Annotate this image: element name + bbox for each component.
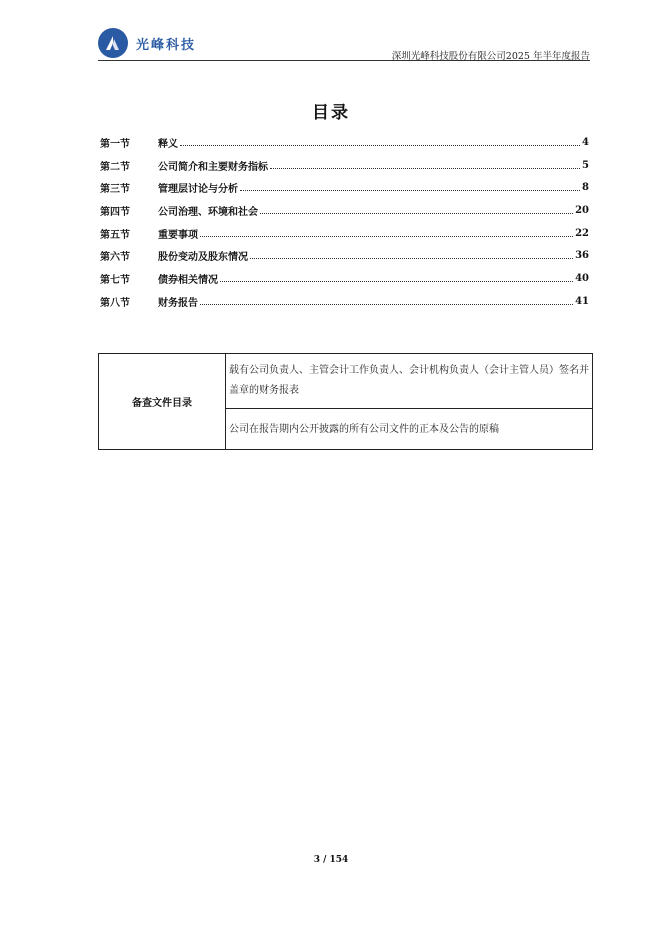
toc-name: 公司治理、环境和社会 [158,206,258,218]
toc-leader [180,145,580,146]
company-name: 光峰科技 [136,37,197,53]
page-title: 目录 [312,103,350,123]
toc-entry[interactable] [100,131,589,154]
reference-doc-item: 载有公司负责人、主管会计工作负责人、会计机构负责人（会计主管人员）签名并盖章的财务报表 [226,354,593,409]
toc-leader [220,281,573,282]
toc-entry[interactable] [100,290,589,313]
toc-leader [200,304,573,305]
report-title: 深圳光峰科技股份有限公司2025 年半年度报告 [391,51,590,62]
toc-section: 第三节 [100,184,130,196]
table-of-contents [100,131,589,313]
toc-page: 20 [575,204,589,216]
toc-name: 管理层讨论与分析 [158,184,238,196]
toc-leader [270,168,580,169]
toc-name: 释义 [158,138,178,150]
toc-leader [260,213,573,214]
toc-section: 第二节 [100,161,130,173]
toc-page: 41 [575,295,589,307]
toc-section: 第一节 [100,138,130,150]
toc-leader [250,258,573,259]
toc-name: 股份变动及股东情况 [158,252,248,264]
toc-name: 财务报告 [158,297,198,309]
header-divider [98,60,590,61]
toc-page: 5 [582,159,589,171]
toc-entry[interactable] [100,222,589,245]
page-number: 3 / 154 [313,855,349,865]
toc-section: 第七节 [100,274,130,286]
toc-leader [200,236,573,237]
toc-page: 36 [575,250,589,262]
reference-documents-table [98,353,593,450]
toc-name: 公司简介和主要财务指标 [158,161,268,173]
toc-entry[interactable] [100,199,589,222]
toc-leader [240,190,580,191]
toc-page: 40 [575,272,589,284]
reference-doc-item: 公司在报告期内公开披露的所有公司文件的正本及公告的原稿 [226,409,593,450]
table-row [99,354,593,409]
toc-section: 第八节 [100,297,130,309]
company-logo [98,28,196,58]
toc-name: 重要事项 [158,229,198,241]
toc-page: 8 [582,182,589,194]
toc-page: 4 [582,136,589,148]
toc-entry[interactable] [100,244,589,267]
toc-entry[interactable] [100,267,589,290]
reference-docs-label: 备查文件目录 [99,354,226,450]
toc-section: 第四节 [100,206,130,218]
logo-mark-icon [98,28,128,58]
page-header [98,26,590,62]
toc-entry[interactable] [100,154,589,177]
toc-name: 债券相关情况 [158,274,218,286]
toc-section: 第六节 [100,252,130,264]
toc-page: 22 [575,227,589,239]
toc-section: 第五节 [100,229,130,241]
toc-entry[interactable] [100,176,589,199]
